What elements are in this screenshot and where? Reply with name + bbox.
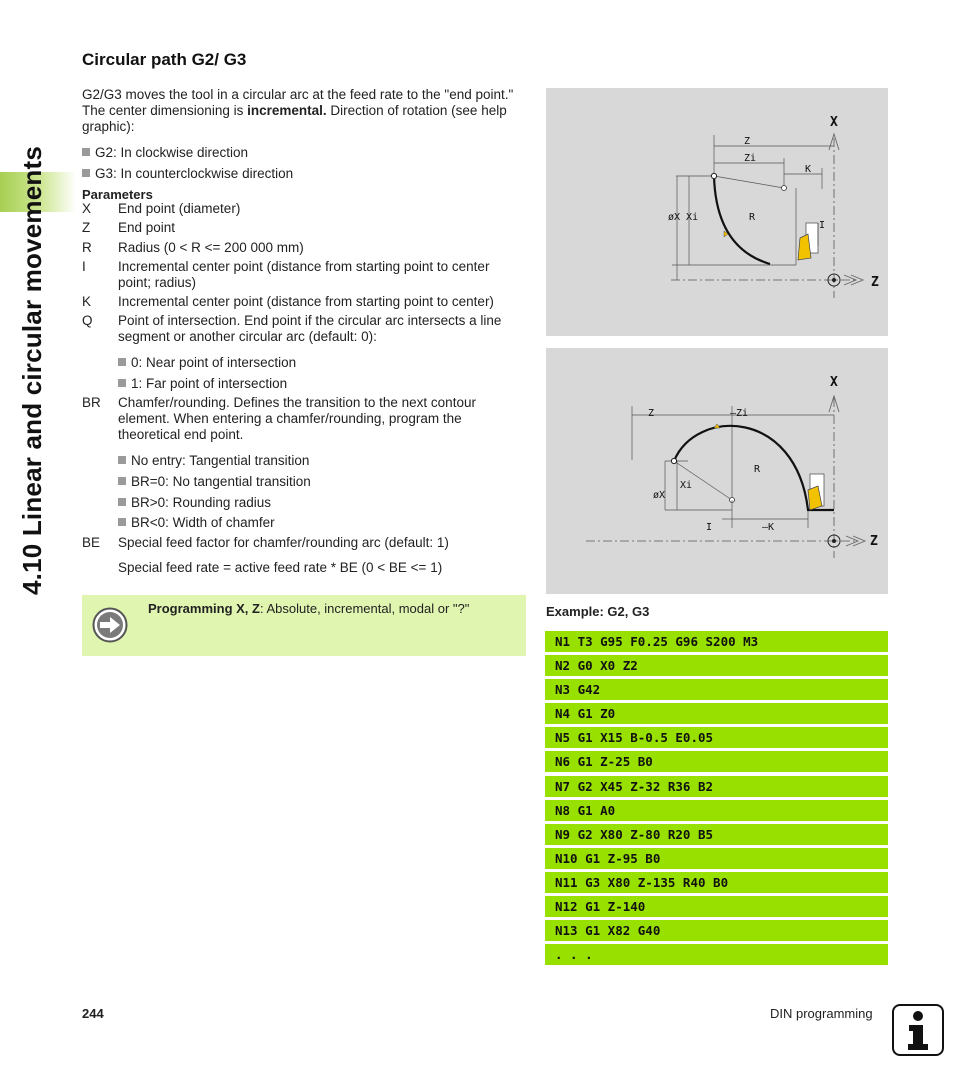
code-line: N4 G1 Z0 [545,703,888,724]
info-glyph-icon [894,1006,942,1054]
intro-text: G2/G3 moves the tool in a circular arc at the feed rate to the "end point." The center dimensioning is [82,87,514,118]
intro-paragraph [82,87,527,135]
axis-x-label: X [830,115,838,130]
g3-help-graphic [546,348,888,594]
example-heading: Example: G2, G3 [546,604,650,619]
g2-diagram [546,88,888,336]
bullet-square-icon [118,498,126,506]
bullet-square-icon [82,148,90,156]
programming-note-box [82,595,526,656]
code-line: N9 G2 X80 Z-80 R20 B5 [545,824,888,845]
g3-diagram [546,348,888,594]
code-line: N13 G1 X82 G40 [545,920,888,941]
direction-item: G3: In counterclockwise direction [82,166,293,181]
intro-bold: incremental. [247,103,327,118]
br-option: BR<0: Width of chamfer [118,515,275,530]
intro-text-end: Direction of rotation (see help graphic): [82,103,507,134]
code-line: N3 G42 [545,679,888,700]
parameters-heading: Parameters [82,187,153,202]
code-line: N8 G1 A0 [545,800,888,821]
arrow-right-icon [92,607,128,643]
code-line: N7 G2 X45 Z-32 R36 B2 [545,776,888,797]
k-label: K [805,164,812,175]
r-label: R [749,212,756,223]
bullet-square-icon [118,518,126,526]
section-title: Circular path G2/ G3 [82,50,247,69]
axis-z-label: Z [870,534,878,549]
code-line: N2 G0 X0 Z2 [545,655,888,676]
bullet-square-icon [118,358,126,366]
axis-x-label: X [830,375,838,390]
neg-k-label: –K [762,522,775,533]
bullet-square-icon [118,477,126,485]
example-code-listing [545,631,888,968]
info-icon [892,1004,944,1056]
zi-label: Zi [744,153,757,164]
q-option: 0: Near point of intersection [118,355,296,370]
q-option: 1: Far point of intersection [118,376,287,391]
x-label: øX [653,490,666,501]
br-option: BR=0: No tangential transition [118,474,311,489]
direction-item: G2: In clockwise direction [82,145,248,160]
code-line: N5 G1 X15 B-0.5 E0.05 [545,727,888,748]
code-line: N6 G1 Z-25 B0 [545,751,888,772]
neg-zi-label: –Zi [730,408,749,419]
bullet-square-icon [118,379,126,387]
chapter-title: 4.10 Linear and circular movements [16,145,47,595]
i-label: I [819,220,826,231]
br-option: BR>0: Rounding radius [118,495,271,510]
x-xi-label: øX Xi [668,212,699,223]
g2-help-graphic [546,88,888,336]
z-label: Z [744,136,751,147]
axis-z-label: Z [871,275,879,290]
bullet-square-icon [82,169,90,177]
code-line: N11 G3 X80 Z-135 R40 B0 [545,872,888,893]
br-option: No entry: Tangential transition [118,453,309,468]
be-formula: Special feed rate = active feed rate * BE (0 < BE <= 1) [118,560,443,575]
xi-label: Xi [680,480,693,491]
code-line: N1 T3 G95 F0.25 G96 S200 M3 [545,631,888,652]
code-line: N10 G1 Z-95 B0 [545,848,888,869]
chapter-title-vertical [8,40,56,700]
i-label: I [706,522,713,533]
page-number: 244 [82,1006,104,1021]
code-line: N12 G1 Z-140 [545,896,888,917]
code-line: . . . [545,944,888,965]
bullet-square-icon [118,456,126,464]
r-label: R [754,464,761,475]
z-label: Z [648,408,655,419]
note-text: Programming X, Z: Absolute, incremental, modal or "?" [148,601,470,616]
footer-section-name: DIN programming [770,1006,873,1021]
